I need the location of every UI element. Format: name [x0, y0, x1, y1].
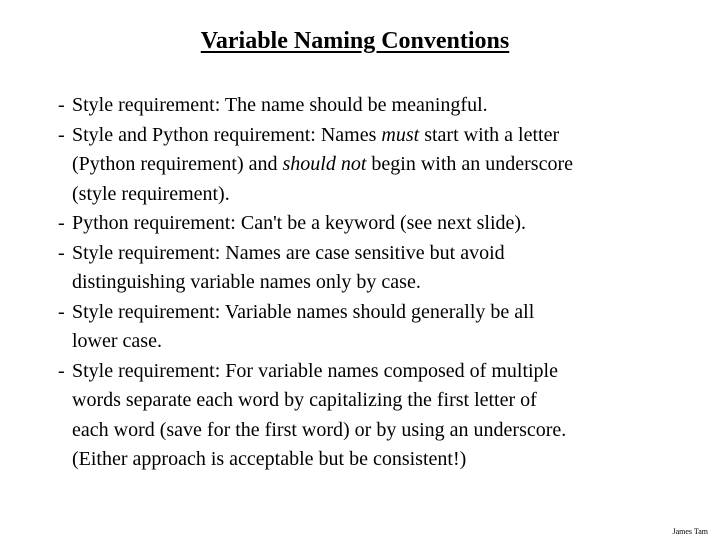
bullet-text: lower case. [72, 330, 162, 352]
bullet-text: Style and Python requirement: Names [72, 123, 382, 146]
bullet-line [72, 445, 698, 475]
bullet-line [72, 209, 698, 239]
bullet-text: Python requirement: Can't be a keyword (see next slide). [72, 212, 527, 234]
bullet-dash: - [58, 300, 65, 323]
slide-title: Variable Naming Conventions [200, 28, 510, 54]
bullet-dash: - [58, 241, 65, 264]
bullet-list [58, 91, 698, 475]
bullet-item [58, 91, 698, 121]
bullet-text: Style requirement: Variable names should generally be all [72, 300, 535, 323]
bullet-dash: - [58, 94, 65, 116]
bullet-text: (style requirement). [72, 182, 230, 205]
bullet-dash: - [58, 359, 65, 382]
bullet-line [72, 386, 698, 416]
emphasis-text: must [381, 123, 420, 146]
emphasis-text: should not [282, 153, 367, 175]
bullet-dash: - [58, 123, 65, 146]
bullet-text: (Either approach is acceptable but be consistent!) [72, 448, 467, 470]
bullet-line [72, 357, 698, 387]
bullet-item [58, 209, 698, 239]
bullet-text: Style requirement: For variable names composed of multiple [72, 359, 558, 382]
bullet-line [72, 180, 698, 210]
bullet-line [72, 327, 698, 357]
bullet-text: (Python requirement) and [72, 153, 283, 175]
bullet-text: each word (save for the first word) or by using an underscore. [72, 418, 567, 441]
bullet-line [72, 239, 698, 269]
bullet-line [72, 416, 698, 446]
bullet-line [72, 150, 698, 180]
author-footer: James Tam [672, 527, 708, 536]
bullet-line [72, 298, 698, 328]
bullet-line [72, 121, 698, 151]
bullet-dash: - [58, 212, 65, 234]
bullet-text: words separate each word by capitalizing the first letter of [72, 389, 537, 411]
bullet-item [58, 298, 698, 357]
bullet-text: start with a letter [419, 123, 560, 146]
bullet-text: distinguishing variable names only by case. [72, 271, 421, 293]
bullet-item [58, 357, 698, 475]
bullet-text: begin with an underscore [366, 153, 574, 175]
bullet-line [72, 268, 698, 298]
bullet-text: Style requirement: Names are case sensitive but avoid [72, 241, 505, 264]
bullet-line [72, 91, 698, 121]
bullet-text: Style requirement: The name should be meaningful. [72, 94, 488, 116]
bullet-item [58, 121, 698, 210]
bullet-item [58, 239, 698, 298]
